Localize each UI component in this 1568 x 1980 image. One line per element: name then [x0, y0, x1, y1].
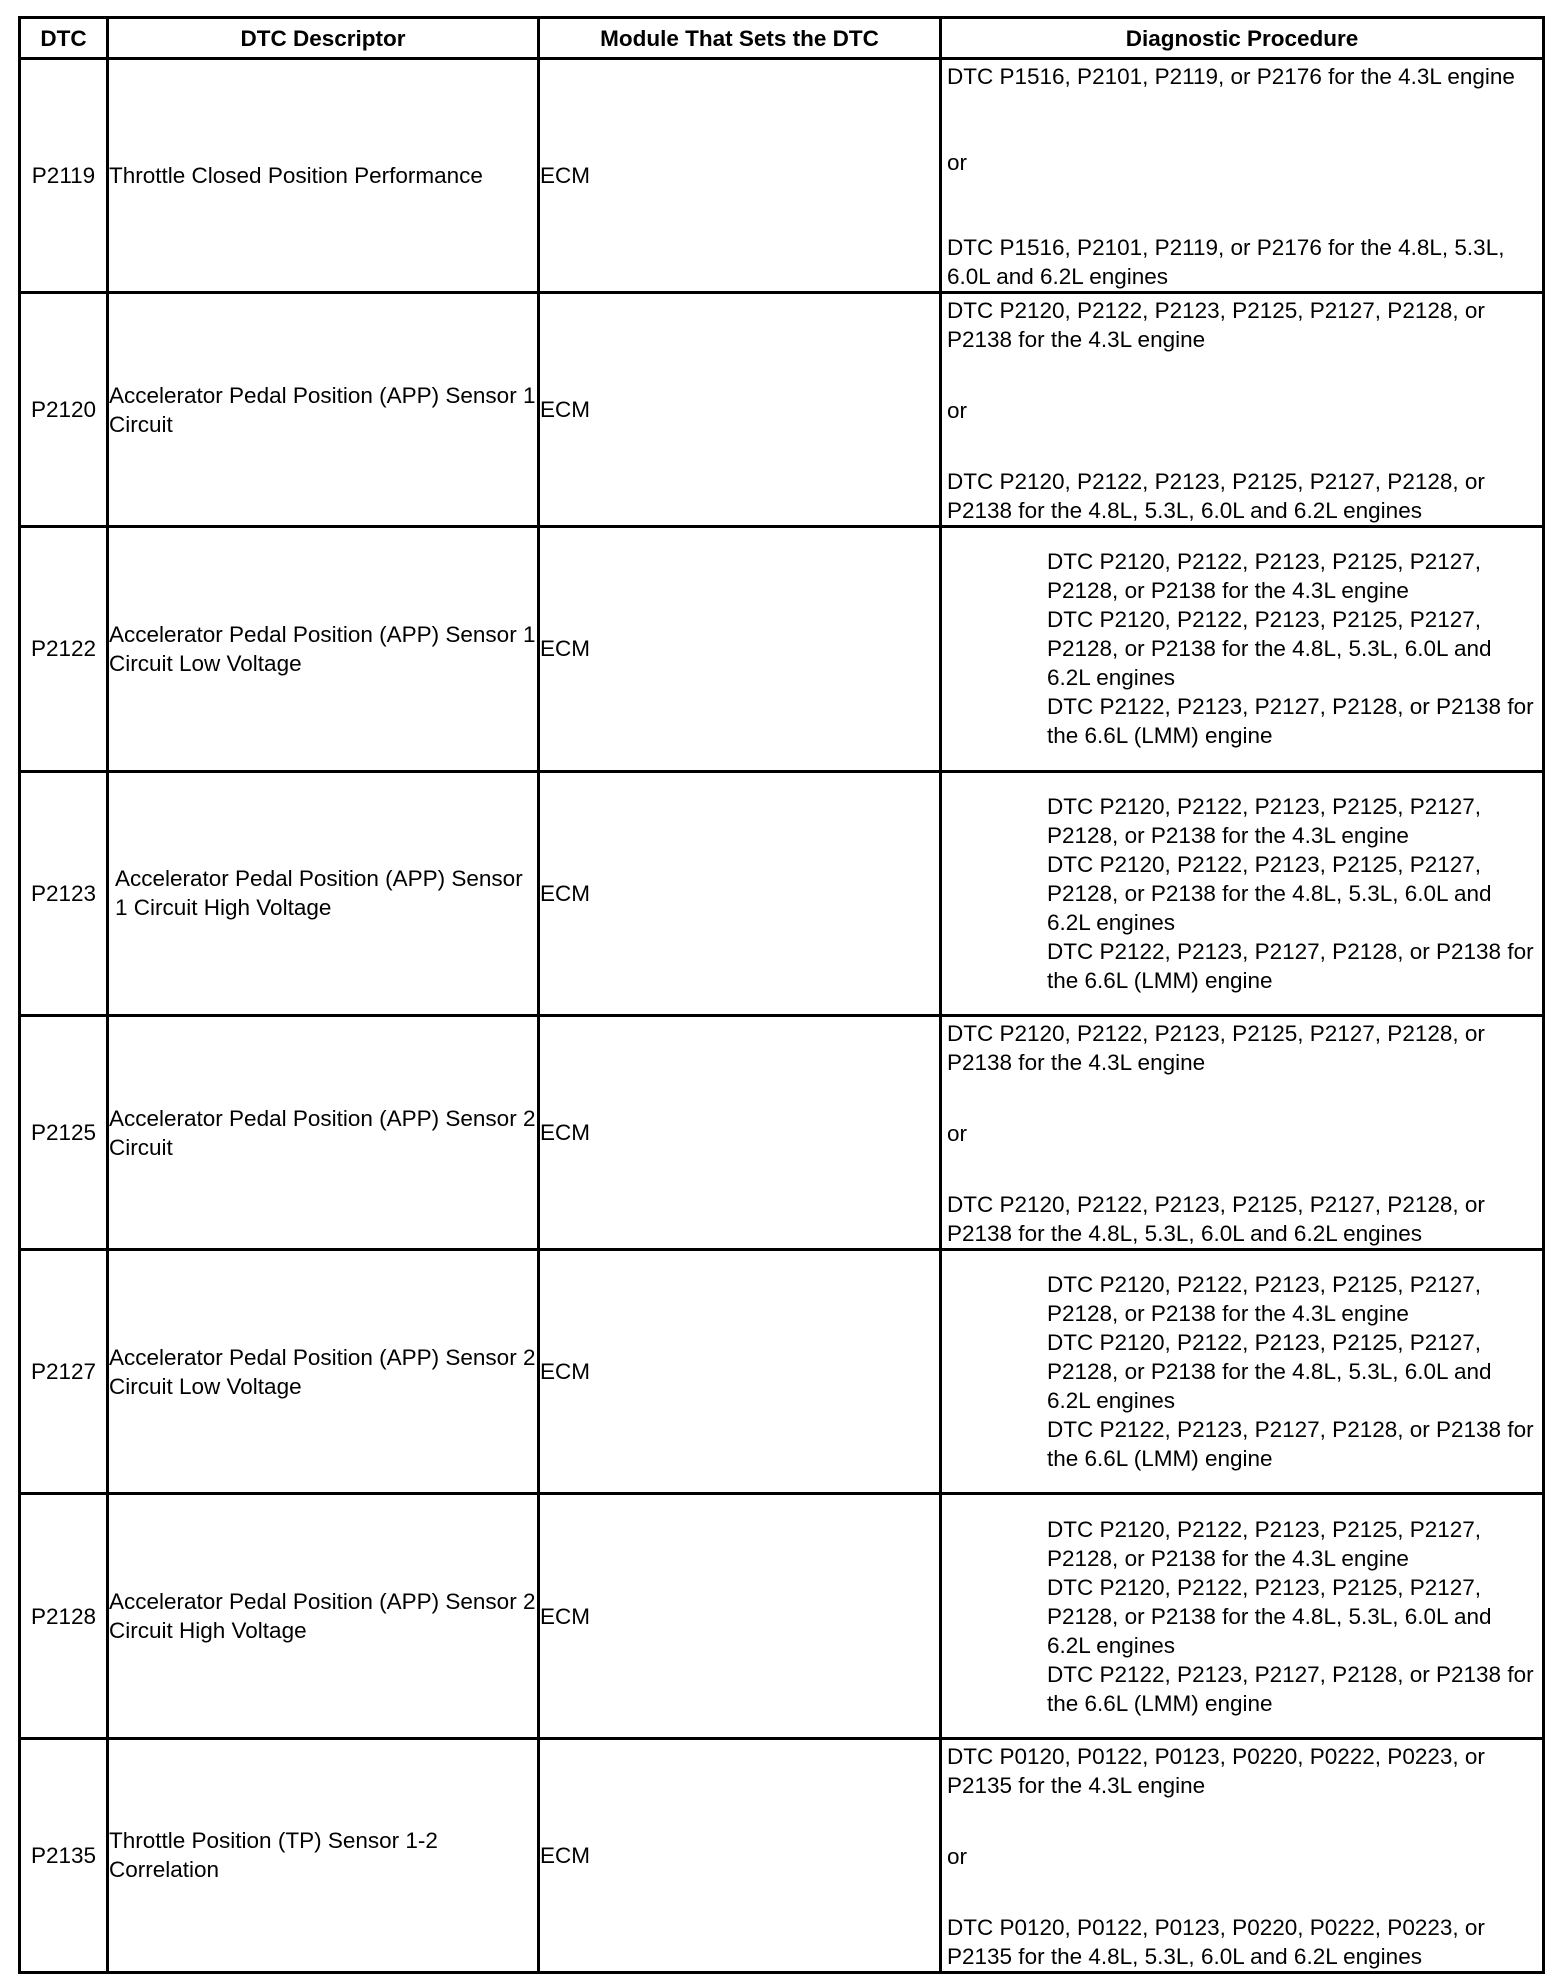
dtc-descriptor: Throttle Position (TP) Sensor 1-2 Correlation [108, 1738, 539, 1972]
header-module: Module That Sets the DTC [539, 18, 941, 59]
dtc-code: P2127 [20, 1250, 108, 1494]
procedure-or: or [947, 398, 968, 424]
header-row [20, 18, 1544, 59]
procedure-link[interactable]: DTC P2120, P2122, P2123, P2125, P2127, P2128, or P2138 for the 4.8L, 5.3L, 6.0L and 6.2L engines [1047, 1574, 1492, 1658]
module-name: ECM [539, 527, 941, 771]
table-row [20, 771, 1544, 1015]
table-row [20, 1250, 1544, 1494]
dtc-descriptor: Accelerator Pedal Position (APP) Sensor 2 Circuit Low Voltage [108, 1250, 539, 1494]
module-name: ECM [539, 1494, 941, 1738]
dtc-code: P2122 [20, 527, 108, 771]
procedure-link[interactable]: DTC P2120, P2122, P2123, P2125, P2127, P2128, or P2138 for the 4.3L engine [947, 298, 1485, 353]
procedure-link[interactable]: DTC P2120, P2122, P2123, P2125, P2127, P2128, or P2138 for the 4.3L engine [1047, 1272, 1482, 1327]
dtc-code: P2125 [20, 1015, 108, 1249]
dtc-code: P2128 [20, 1494, 108, 1738]
header-dtc: DTC [20, 18, 108, 59]
procedure-link[interactable]: DTC P1516, P2101, P2119, or P2176 for the 4.3L engine [947, 64, 1515, 89]
dtc-descriptor: Accelerator Pedal Position (APP) Sensor 2 Circuit [108, 1015, 539, 1249]
table-row [20, 527, 1544, 771]
procedure-link[interactable]: DTC P2122, P2123, P2127, P2128, or P2138 for the 6.6L (LMM) engine [1047, 938, 1534, 993]
procedure-link[interactable]: DTC P0120, P0122, P0123, P0220, P0222, P0223, or P2135 for the 4.8L, 5.3L, 6.0L and 6.2L engines [947, 1915, 1485, 1969]
procedure-link[interactable]: DTC P2120, P2122, P2123, P2125, P2127, P2128, or P2138 for the 4.3L engine [1047, 793, 1482, 848]
procedure-link[interactable]: DTC P2120, P2122, P2123, P2125, P2127, P2128, or P2138 for the 4.8L, 5.3L, 6.0L and 6.2L engines [1047, 1330, 1492, 1414]
module-name: ECM [539, 59, 941, 293]
module-name: ECM [539, 1738, 941, 1972]
dtc-descriptor: Accelerator Pedal Position (APP) Sensor 1 Circuit [108, 293, 539, 527]
procedure-or: or [947, 1843, 968, 1869]
dtc-code: P2120 [20, 293, 108, 527]
procedure-link[interactable]: DTC P2120, P2122, P2123, P2125, P2127, P2128, or P2138 for the 4.3L engine [1047, 549, 1482, 604]
diagnostic-procedure [941, 1494, 1544, 1738]
table-row [20, 293, 1544, 527]
procedure-link[interactable]: DTC P2122, P2123, P2127, P2128, or P2138 for the 6.6L (LMM) engine [1047, 694, 1534, 749]
dtc-descriptor: Accelerator Pedal Position (APP) Sensor 2 Circuit High Voltage [108, 1494, 539, 1738]
table-row [20, 59, 1544, 293]
procedure-link[interactable]: DTC P2120, P2122, P2123, P2125, P2127, P2128, or P2138 for the 4.8L, 5.3L, 6.0L and 6.2L engines [947, 1192, 1485, 1247]
dtc-code: P2135 [20, 1738, 108, 1972]
procedure-or: or [947, 149, 968, 175]
header-procedure: Diagnostic Procedure [941, 18, 1544, 59]
header-descriptor: DTC Descriptor [108, 18, 539, 59]
module-name: ECM [539, 1250, 941, 1494]
diagnostic-procedure [941, 1738, 1544, 1972]
procedure-link[interactable]: DTC P2120, P2122, P2123, P2125, P2127, P2128, or P2138 for the 4.3L engine [1047, 1516, 1482, 1571]
procedure-link[interactable]: DTC P0120, P0122, P0123, P0220, P0222, P0223, or P2135 for the 4.3L engine [947, 1743, 1485, 1798]
diagnostic-procedure [941, 527, 1544, 771]
diagnostic-procedure [941, 1250, 1544, 1494]
dtc-code: P2123 [20, 771, 108, 1015]
module-name: ECM [539, 293, 941, 527]
table-row [20, 1494, 1544, 1738]
dtc-descriptor: Accelerator Pedal Position (APP) Sensor 1 Circuit Low Voltage [108, 527, 539, 771]
diagnostic-procedure [941, 771, 1544, 1015]
procedure-link[interactable]: DTC P2120, P2122, P2123, P2125, P2127, P2128, or P2138 for the 4.8L, 5.3L, 6.0L and 6.2L engines [947, 469, 1485, 524]
procedure-link[interactable]: DTC P1516, P2101, P2119, or P2176 for the 4.8L, 5.3L, 6.0L and 6.2L engines [947, 235, 1505, 290]
procedure-link[interactable]: DTC P2120, P2122, P2123, P2125, P2127, P2128, or P2138 for the 4.8L, 5.3L, 6.0L and 6.2L engines [1047, 851, 1492, 935]
dtc-descriptor: Accelerator Pedal Position (APP) Sensor 1 Circuit High Voltage [108, 771, 539, 1015]
dtc-code: P2119 [20, 59, 108, 293]
dtc-table [18, 16, 1545, 1974]
module-name: ECM [539, 771, 941, 1015]
table-row [20, 1015, 1544, 1249]
procedure-link[interactable]: DTC P2120, P2122, P2123, P2125, P2127, P2128, or P2138 for the 4.8L, 5.3L, 6.0L and 6.2L engines [1047, 607, 1492, 691]
diagnostic-procedure [941, 293, 1544, 527]
diagnostic-procedure [941, 1015, 1544, 1249]
procedure-link[interactable]: DTC P2122, P2123, P2127, P2128, or P2138 for the 6.6L (LMM) engine [1047, 1661, 1534, 1716]
dtc-descriptor: Throttle Closed Position Performance [108, 59, 539, 293]
module-name: ECM [539, 1015, 941, 1249]
procedure-link[interactable]: DTC P2120, P2122, P2123, P2125, P2127, P2128, or P2138 for the 4.3L engine [947, 1020, 1485, 1075]
diagnostic-procedure [941, 59, 1544, 293]
procedure-or: or [947, 1121, 968, 1147]
procedure-link[interactable]: DTC P2122, P2123, P2127, P2128, or P2138 for the 6.6L (LMM) engine [1047, 1417, 1534, 1472]
table-row [20, 1738, 1544, 1972]
